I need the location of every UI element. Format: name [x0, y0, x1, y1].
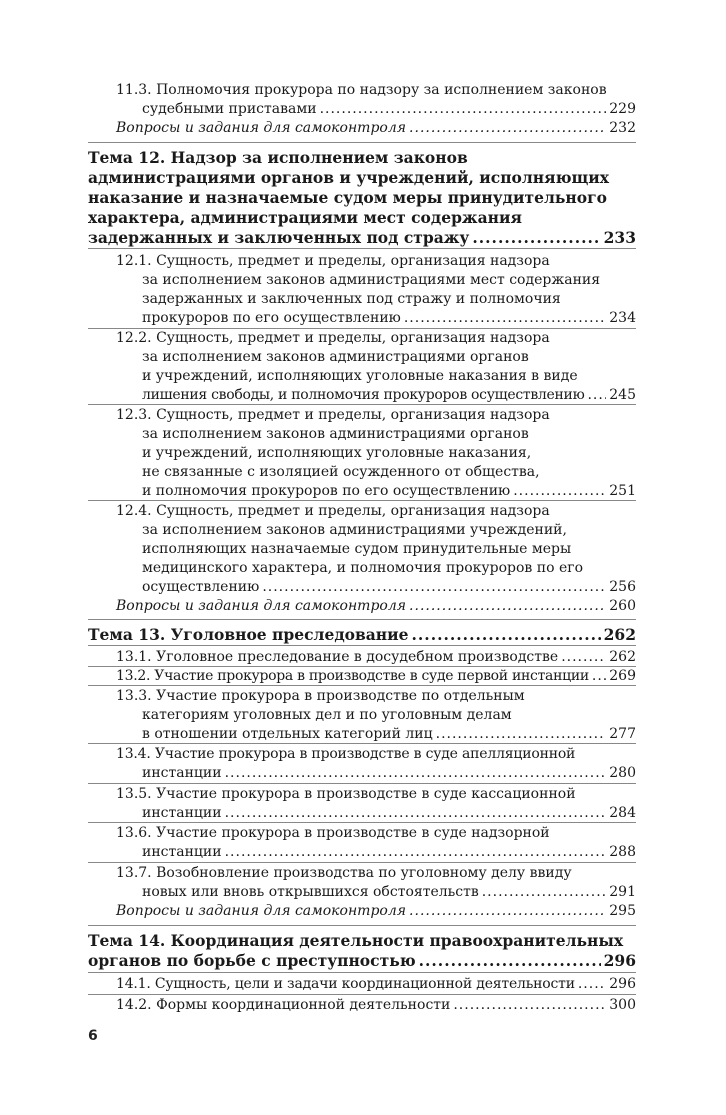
leader-dots — [482, 882, 607, 902]
toc-topic-12-cont — [0, 227, 726, 249]
toc-entry-text: за исполнением законов администрациями мест содержания — [142, 272, 601, 288]
toc-entry-13-1 — [0, 647, 726, 667]
toc-entry-text: судебными приставами — [142, 101, 317, 117]
toc-entry-11-3 — [0, 80, 726, 100]
toc-entry-text: прокуроров по его осуществлению — [142, 310, 401, 326]
page-ref: 262 — [609, 649, 636, 665]
toc-entry-text: инстанции — [142, 805, 222, 821]
toc-entry-text: 12.2. Сущность, предмет и пределы, организация надзора — [116, 330, 550, 346]
toc-entry-12-2-cont — [0, 347, 726, 367]
toc-entry-12-3-cont — [0, 481, 726, 501]
toc-entry-text: 13.2. Участие прокурора в производстве в суде первой инстанции — [116, 668, 589, 684]
toc-entry-text: и полномочия прокуроров по его осуществлению — [142, 483, 511, 499]
page-ref: 296 — [603, 951, 636, 970]
toc-entry-text: 14.2. Формы координационной деятельности — [116, 997, 451, 1013]
toc-entry-12-2 — [0, 328, 726, 348]
page-ref: 284 — [609, 805, 636, 821]
leader-dots — [513, 481, 606, 501]
page-ref: 291 — [609, 884, 636, 900]
leader-dots — [225, 763, 607, 783]
page-ref: 296 — [609, 976, 636, 992]
toc-topic-12-cont — [0, 187, 726, 209]
toc-entry-12-4-cont — [0, 577, 726, 597]
toc-entry-13-3-cont — [0, 724, 726, 744]
toc-entry-12-questions — [0, 596, 726, 616]
section-divider — [88, 248, 636, 249]
leader-dots — [561, 647, 606, 667]
leader-dots — [262, 577, 606, 597]
section-divider — [88, 925, 636, 926]
leader-dots — [419, 950, 601, 972]
page-ref: 300 — [609, 997, 636, 1013]
section-divider — [88, 645, 636, 646]
toc-entry-12-4-cont — [0, 539, 726, 559]
toc-entry-text: 13.7. Возобновление производства по уголовному делу ввиду — [116, 865, 572, 881]
toc-entry-text: 13.4. Участие прокурора в производстве в суде апелляционной — [116, 746, 576, 762]
toc-entry-text: 14.1. Сущность, цели и задачи координационной деятельности — [116, 976, 575, 992]
page-ref: 260 — [609, 598, 636, 614]
page-ref: 256 — [609, 579, 636, 595]
section-divider — [88, 972, 636, 973]
leader-dots — [472, 227, 600, 249]
toc-entry-text: инстанции — [142, 765, 222, 781]
page-ref: 234 — [609, 310, 636, 326]
page-ref: 277 — [609, 726, 636, 742]
toc-entry-text: категориям уголовных дел и по уголовным делам — [142, 707, 512, 723]
toc-entry-14-2 — [0, 995, 726, 1015]
toc-entry-text: Вопросы и задания для самоконтроля — [116, 903, 407, 919]
toc-entry-text: и учреждений, исполняющих уголовные наказания, — [142, 445, 532, 461]
toc-entry-12-1 — [0, 251, 726, 271]
toc-entry-12-3-cont — [0, 424, 726, 444]
page-number: 6 — [88, 1028, 98, 1044]
leader-dots — [409, 901, 606, 921]
page-ref: 245 — [609, 387, 636, 403]
page-ref: 288 — [609, 844, 636, 860]
toc-entry-12-1-cont — [0, 308, 726, 328]
toc-entry-12-3 — [0, 405, 726, 425]
leader-dots — [592, 666, 606, 686]
toc-topic-12-cont — [0, 167, 726, 189]
toc-entry-text: новых или вновь открывшихся обстоятельств — [142, 884, 479, 900]
leader-dots — [587, 385, 606, 405]
page-ref: 262 — [603, 625, 636, 644]
toc-entry-12-2-cont — [0, 385, 726, 405]
toc-entry-text: Вопросы и задания для самоконтроля — [116, 120, 407, 136]
toc-entry-11-questions — [0, 118, 726, 138]
page-ref: 269 — [609, 668, 636, 684]
toc-entry-text: осуществлению — [142, 579, 260, 595]
toc-entry-13-3 — [0, 686, 726, 706]
toc-entry-text: инстанции — [142, 844, 222, 860]
leader-dots — [409, 118, 606, 138]
toc-topic-12 — [0, 147, 726, 169]
toc-entry-text: в отношении отдельных категорий лиц — [142, 726, 433, 742]
toc-entry-text: исполняющих назначаемые судом принудительные меры — [142, 541, 572, 557]
toc-entry-13-5 — [0, 784, 726, 804]
leader-dots — [578, 974, 606, 994]
toc-entry-13-4 — [0, 744, 726, 764]
leader-dots — [453, 995, 606, 1015]
toc-entry-text: 11.3. Полномочия прокурора по надзору за исполнением законов — [116, 82, 607, 98]
toc-entry-12-1-cont — [0, 289, 726, 309]
toc-entry-13-2 — [0, 666, 726, 686]
toc-entry-13-6-cont — [0, 842, 726, 862]
toc-topic-title: характера, администрациями мест содержания — [88, 208, 522, 227]
toc-entry-text: и учреждений, исполняющих уголовные наказания в виде — [142, 368, 578, 384]
toc-entry-text: медицинского характера, и полномочия прокуроров по его — [142, 560, 584, 576]
toc-topic-title: задержанных и заключенных под стражу — [88, 228, 470, 247]
leader-dots — [404, 308, 606, 328]
leader-dots — [225, 842, 607, 862]
toc-entry-text: за исполнением законов администрациями органов — [142, 349, 529, 365]
toc-entry-text: 12.4. Сущность, предмет и пределы, организация надзора — [116, 503, 550, 519]
section-divider — [88, 619, 636, 620]
toc-entry-text: 12.1. Сущность, предмет и пределы, организация надзора — [116, 253, 550, 269]
toc-entry-text: Вопросы и задания для самоконтроля — [116, 598, 407, 614]
toc-entry-text: лишения свободы, и полномочия прокуроров осуществлению — [142, 387, 585, 403]
toc-entry-13-3-cont — [0, 705, 726, 725]
toc-topic-title: администрациями органов и учреждений, исполняющих — [88, 168, 609, 187]
leader-dots — [225, 803, 607, 823]
toc-entry-text: 13.3. Участие прокурора в производстве по отдельным — [116, 688, 525, 704]
leader-dots — [409, 596, 606, 616]
toc-topic-14-cont — [0, 950, 726, 972]
toc-topic-13 — [0, 624, 726, 646]
toc-entry-text: 12.3. Сущность, предмет и пределы, организация надзора — [116, 407, 550, 423]
toc-entry-13-4-cont — [0, 763, 726, 783]
toc-topic-title: Тема 14. Координация деятельности правоохранительных — [88, 931, 624, 950]
toc-topic-title: наказание и назначаемые судом меры принудительного — [88, 188, 607, 207]
toc-entry-text: 13.5. Участие прокурора в производстве в суде кассационной — [116, 786, 576, 802]
page-ref: 232 — [609, 120, 636, 136]
toc-entry-14-1 — [0, 974, 726, 994]
toc-entry-13-6 — [0, 823, 726, 843]
toc-topic-14 — [0, 930, 726, 952]
toc-entry-13-7-cont — [0, 882, 726, 902]
toc-entry-11-3-cont — [0, 99, 726, 119]
toc-entry-12-4-cont — [0, 520, 726, 540]
toc-entry-text: 13.6. Участие прокурора в производстве в суде надзорной — [116, 825, 550, 841]
toc-entry-13-7 — [0, 863, 726, 883]
toc-entry-13-5-cont — [0, 803, 726, 823]
page-ref: 251 — [609, 483, 636, 499]
toc-entry-12-4-cont — [0, 558, 726, 578]
toc-topic-title: Тема 12. Надзор за исполнением законов — [88, 148, 468, 167]
toc-entry-text: не связанные с изоляцией осужденного от общества, — [142, 464, 540, 480]
page-ref: 280 — [609, 765, 636, 781]
toc-topic-title: Тема 13. Уголовное преследование — [88, 625, 409, 644]
section-divider — [88, 142, 636, 143]
toc-entry-12-3-cont — [0, 443, 726, 463]
toc-entry-13-questions — [0, 901, 726, 921]
toc-entry-text: 13.1. Уголовное преследование в досудебном производстве — [116, 649, 559, 665]
page-ref: 229 — [609, 101, 636, 117]
page-ref: 295 — [609, 903, 636, 919]
toc-entry-12-1-cont — [0, 270, 726, 290]
toc-entry-text: за исполнением законов администрациями учреждений, — [142, 522, 567, 538]
toc-entry-text: задержанных и заключенных под стражу и полномочия — [142, 291, 561, 307]
leader-dots — [412, 624, 601, 646]
toc-topic-12-cont — [0, 207, 726, 229]
leader-dots — [436, 724, 607, 744]
toc-entry-12-3-cont — [0, 462, 726, 482]
toc-entry-12-2-cont — [0, 366, 726, 386]
leader-dots — [320, 99, 607, 119]
page-ref: 233 — [603, 228, 636, 247]
toc-entry-text: за исполнением законов администрациями органов — [142, 426, 529, 442]
toc-topic-title: органов по борьбе с преступностью — [88, 951, 416, 970]
toc-entry-12-4 — [0, 501, 726, 521]
